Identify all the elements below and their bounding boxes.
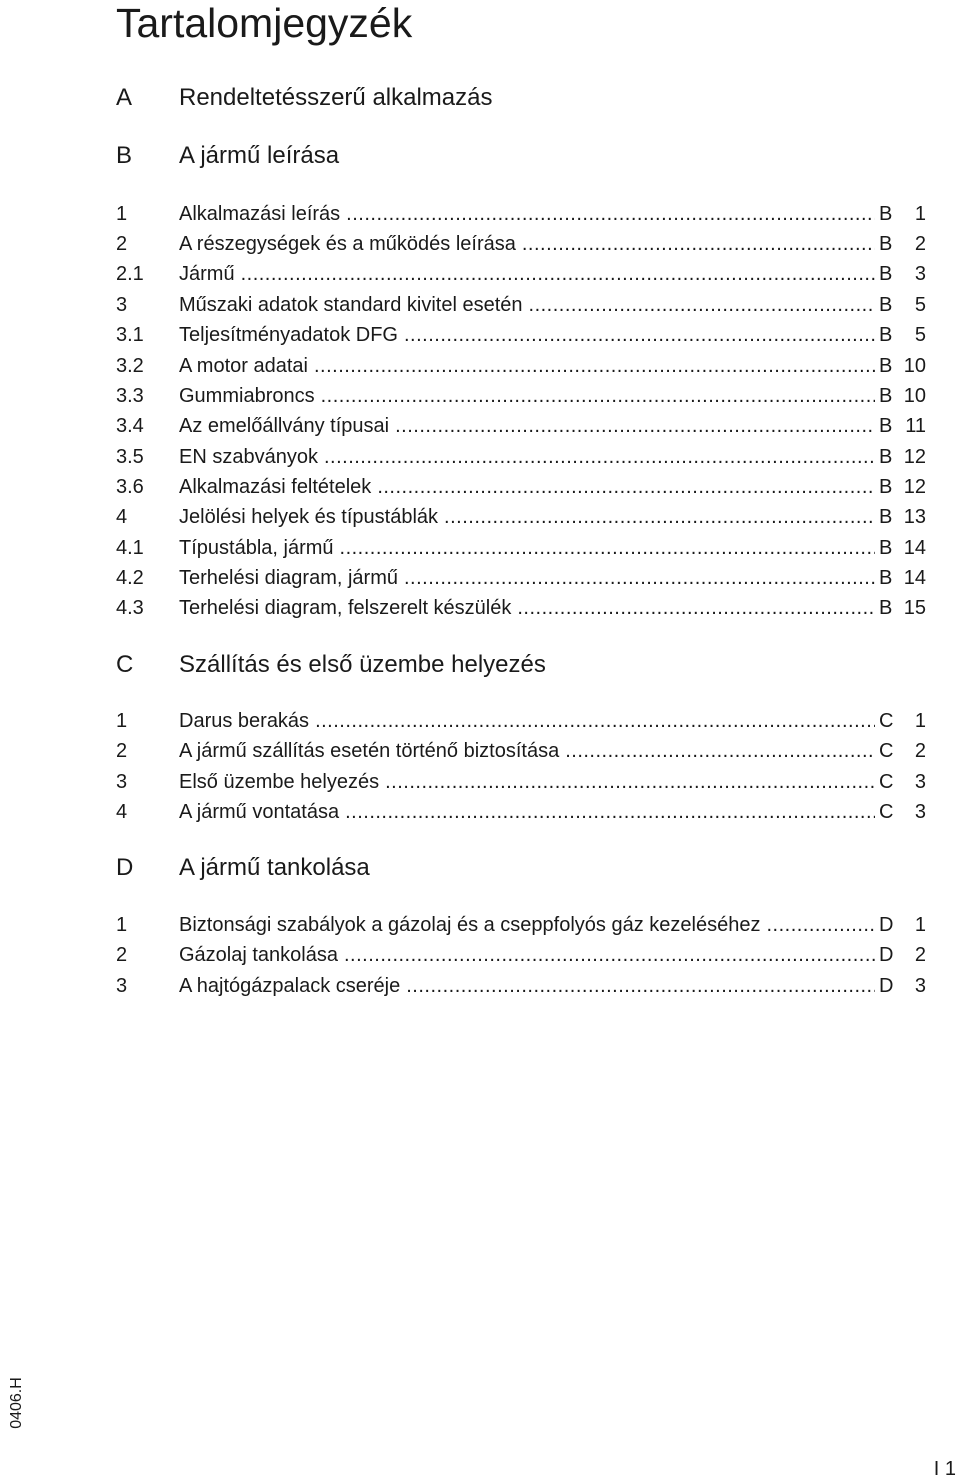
page-letter: B [879,324,893,346]
toc-entry[interactable] [116,383,926,409]
page-number: I 1 [933,1458,956,1480]
toc-entry[interactable] [116,942,926,968]
toc-entry[interactable] [116,738,926,764]
entry-title: Típustábla, jármű [179,537,334,559]
page-num: 3 [914,975,926,997]
dot-leader [314,353,875,379]
entry-title: Első üzembe helyezés [179,771,380,793]
entry-page [879,973,926,999]
page-num: 11 [905,415,926,437]
page-letter: B [879,506,893,528]
page-num: 2 [914,944,926,966]
entry-number: 2 [116,944,128,966]
page-letter: D [879,914,894,936]
entry-number: 3 [116,771,128,793]
dot-leader [404,565,875,591]
entry-number: 4 [116,801,128,823]
page-num: 10 [903,385,926,407]
entry-page [879,504,926,530]
section-letter: D [116,854,134,881]
page-letter: B [879,294,893,316]
toc-entry[interactable] [116,261,926,287]
toc-entry[interactable] [116,708,926,734]
page-letter: B [879,355,893,377]
page-letter: C [879,771,894,793]
entry-title: Alkalmazási leírás [179,203,341,225]
page-letter: B [879,233,893,255]
page-num: 10 [903,355,926,377]
entry-page [879,292,926,318]
dot-leader [345,799,875,825]
entry-number: 4 [116,506,128,528]
toc-entry[interactable] [116,565,926,591]
dot-leader [766,912,875,938]
entry-number: 1 [116,203,128,225]
page-num: 13 [903,506,926,528]
entry-number: 4.2 [116,567,144,589]
section-letter: B [116,142,133,169]
page-letter: B [879,385,893,407]
entry-title: A motor adatai [179,355,308,377]
entry-title: A jármű szállítás esetén történő biztosítása [179,740,560,762]
entry-number: 3 [116,294,128,316]
toc-entry[interactable] [116,535,926,561]
entry-title: Gummiabroncs [179,385,315,407]
page-num: 5 [914,294,926,316]
entry-title: Az emelőállvány típusai [179,415,390,437]
toc-entry[interactable] [116,474,926,500]
dot-leader [395,413,875,439]
entry-number: 4.3 [116,597,144,619]
dot-leader [377,474,875,500]
entry-number: 4.1 [116,537,144,559]
page-letter: B [879,415,893,437]
section-letter: C [116,651,134,678]
entry-page [879,738,926,764]
entry-page [879,912,926,938]
page-letter: B [879,476,893,498]
entry-number: 1 [116,710,128,732]
page-letter: C [879,710,894,732]
entry-title: A hajtógázpalack cseréje [179,975,401,997]
entry-page [879,231,926,257]
document-code: 0406.H [8,1377,25,1429]
dot-leader [315,708,875,734]
entry-title: Alkalmazási feltételek [179,476,372,498]
entry-page [879,322,926,348]
entry-title: Terhelési diagram, felszerelt készülék [179,597,512,619]
page-num: 14 [903,567,926,589]
entry-number: 3.4 [116,415,144,437]
toc-entry[interactable] [116,322,926,348]
section-heading-b[interactable] [116,141,926,171]
entry-page [879,535,926,561]
dot-leader [529,292,875,318]
entry-title: EN szabványok [179,446,318,468]
page-num: 1 [914,710,926,732]
entry-number: 3.1 [116,324,144,346]
entry-number: 3.3 [116,385,144,407]
entry-title: Műszaki adatok standard kivitel esetén [179,294,523,316]
page-num: 1 [914,203,926,225]
entry-number: 2 [116,740,128,762]
page-num: 12 [903,476,926,498]
page-num: 3 [914,801,926,823]
entry-title: Darus berakás [179,710,310,732]
dot-leader [241,261,875,287]
entry-page [879,413,926,439]
entry-number: 3.2 [116,355,144,377]
page-title: Tartalomjegyzék [116,0,413,46]
page-letter: D [879,975,894,997]
toc-entry[interactable] [116,504,926,530]
dot-leader [404,322,875,348]
dot-leader [517,595,875,621]
toc-entry[interactable] [116,413,926,439]
section-title: Rendeltetésszerű alkalmazás [179,84,493,111]
dot-leader [324,444,875,470]
entry-title: Biztonsági szabályok a gázolaj és a cseppfolyós gáz kezeléséhez [179,914,761,936]
section-letter: A [116,84,133,111]
entry-page [879,769,926,795]
toc-entry[interactable] [116,444,926,470]
section-title: A jármű leírása [179,142,340,169]
dot-leader [385,769,875,795]
dot-leader [346,201,875,227]
dot-leader [321,383,875,409]
entry-title: Terhelési diagram, jármű [179,567,398,589]
toc-entry[interactable] [116,292,926,318]
page-num: 2 [914,740,926,762]
toc-entry[interactable] [116,912,926,938]
dot-leader [340,535,875,561]
dot-leader [565,738,875,764]
page-letter: B [879,567,893,589]
section-title: Szállítás és első üzembe helyezés [179,651,546,678]
page-letter: B [879,203,893,225]
page-num: 3 [914,263,926,285]
entry-page [879,942,926,968]
entry-page [879,353,926,379]
section-title: A jármű tankolása [179,854,370,881]
dot-leader [444,504,875,530]
toc-entry[interactable] [116,973,926,999]
entry-number: 3.6 [116,476,144,498]
entry-page [879,261,926,287]
entry-number: 2.1 [116,263,144,285]
entry-title: A részegységek és a működés leírása [179,233,516,255]
page-letter: B [879,263,893,285]
entry-page [879,444,926,470]
entry-page [879,708,926,734]
entry-title: Jármű [179,263,235,285]
page-num: 12 [903,446,926,468]
toc-entry[interactable] [116,595,926,621]
page-num: 1 [914,914,926,936]
section-heading-a[interactable] [116,83,926,113]
dot-leader [406,973,875,999]
page-num: 15 [903,597,926,619]
entry-page [879,383,926,409]
entry-title: Jelölési helyek és típustáblák [179,506,439,528]
page-num: 2 [914,233,926,255]
page-num: 5 [914,324,926,346]
toc-entry[interactable] [116,231,926,257]
entry-number: 2 [116,233,128,255]
entry-page [879,201,926,227]
entry-number: 1 [116,914,128,936]
dot-leader [522,231,875,257]
entry-number: 3.5 [116,446,144,468]
page-letter: B [879,446,893,468]
entry-page [879,799,926,825]
page-num: 3 [914,771,926,793]
dot-leader [344,942,875,968]
entry-page [879,474,926,500]
entry-title: A jármű vontatása [179,801,340,823]
entry-number: 3 [116,975,128,997]
page-letter: D [879,944,894,966]
page-letter: C [879,801,894,823]
toc-entry[interactable] [116,769,926,795]
entry-page [879,565,926,591]
toc-entry[interactable] [116,353,926,379]
toc-entry[interactable] [116,201,926,227]
page-letter: B [879,537,893,559]
section-heading-c[interactable] [116,650,926,680]
section-heading-d[interactable] [116,853,926,883]
entry-page [879,595,926,621]
page-letter: B [879,597,893,619]
entry-title: Teljesítményadatok DFG [179,324,398,346]
toc-entry[interactable] [116,799,926,825]
entry-title: Gázolaj tankolása [179,944,338,966]
page-letter: C [879,740,894,762]
page-num: 14 [903,537,926,559]
